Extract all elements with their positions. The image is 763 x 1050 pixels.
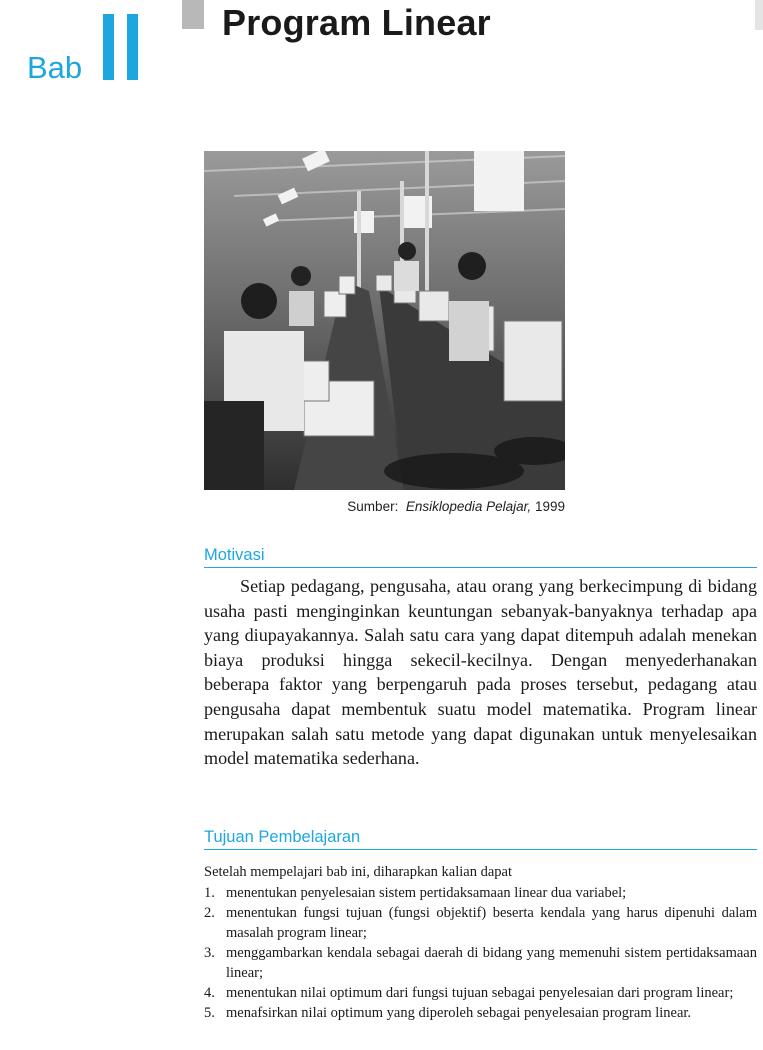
header-gray-edge (755, 0, 763, 30)
factory-photo (204, 151, 565, 490)
tujuan-list (204, 883, 757, 1023)
chapter-title: Program Linear (222, 2, 491, 43)
list-item-text: menentukan fungsi tujuan (fungsi objektif) beserta kendala yang harus dipenuhi dalam masalah program linear; (226, 905, 757, 941)
motivasi-text: Setiap pedagang, pengusaha, atau orang yang berkecimpung di bidang usaha pasti menginginkan keuntungan sebanyak-banyaknya terhadap apa yang diupayakannya. Salah satu cara yang dapat ditempuh adalah menekan biaya produksi hingga sekecil-kecilnya. Dengan menyederhanakan beberapa faktor yang berpengaruh pada proses tersebut, pedagang atau pengusaha dapat membentuk suatu model matematika. Program linear merupakan salah satu metode yang dapat digunakan untuk menyelesaikan model matematika sederhana. (204, 576, 757, 769)
chapter-number-glyph (103, 14, 141, 80)
list-item (204, 903, 757, 943)
motivasi-heading: Motivasi (204, 546, 757, 568)
motivasi-paragraph (204, 574, 757, 771)
list-item (204, 983, 757, 1003)
list-item-number: 4. (204, 985, 215, 1001)
list-item (204, 1003, 757, 1023)
roman-stroke-2 (127, 14, 138, 80)
list-item-number: 2. (204, 905, 215, 921)
tujuan-intro: Setelah mempelajari bab ini, diharapkan kalian dapat (204, 864, 513, 880)
photo-caption (204, 499, 565, 514)
list-item (204, 883, 757, 903)
list-item-text: menggambarkan kendala sebagai daerah di bidang yang memenuhi sistem pertidaksamaan linear; (226, 945, 757, 981)
list-item-text: menentukan nilai optimum dari fungsi tujuan sebagai penyelesaian dari program linear; (226, 985, 734, 1001)
list-item-text: menentukan penyelesaian sistem pertidaksamaan linear dua variabel; (226, 885, 627, 901)
factory-photo-illustration (204, 151, 565, 490)
list-item-number: 1. (204, 885, 215, 901)
list-item-number: 5. (204, 1005, 215, 1021)
roman-stroke-1 (103, 14, 114, 80)
caption-prefix: Sumber: (347, 499, 399, 514)
list-item-number: 3. (204, 945, 215, 961)
tujuan-heading: Tujuan Pembelajaran (204, 828, 757, 850)
caption-source: Ensiklopedia Pelajar, (405, 499, 532, 514)
list-item (204, 943, 757, 983)
list-item-text: menafsirkan nilai optimum yang diperoleh sebagai penyelesaian program linear. (226, 1005, 692, 1021)
chapter-label: Bab (27, 50, 83, 85)
header-gray-bar (182, 0, 204, 29)
caption-year: 1999 (534, 499, 565, 514)
